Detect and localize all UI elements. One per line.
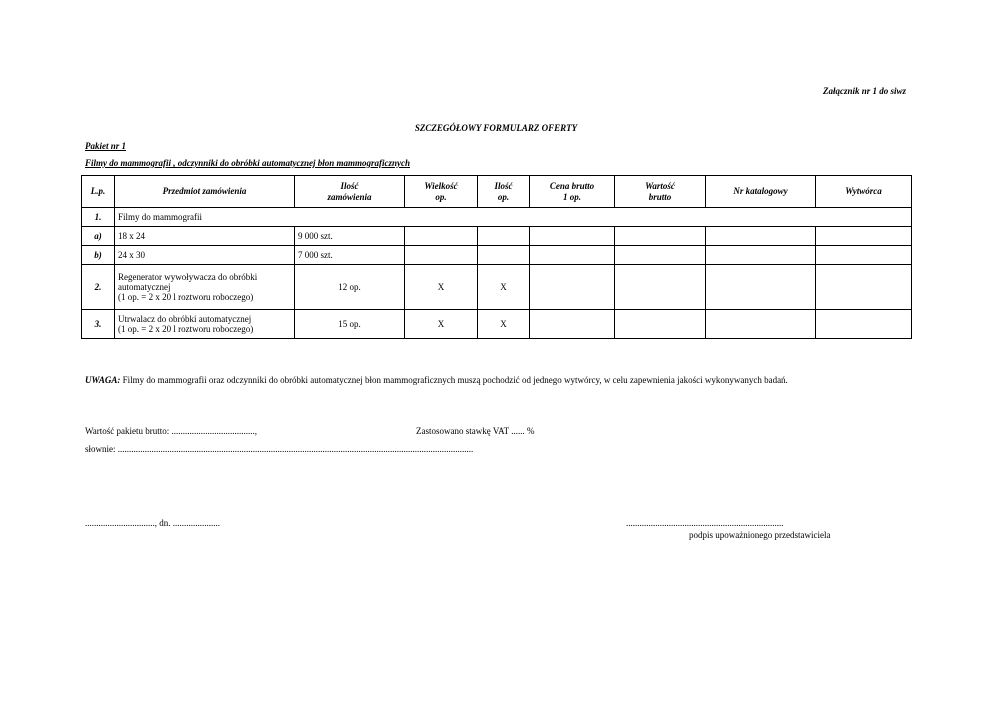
header-subject: Przedmiot zamówienia <box>115 176 295 208</box>
place-date-field[interactable]: ..............................., dn. ..................... <box>85 518 220 528</box>
table-group-row <box>82 208 912 227</box>
group-subject: Filmy do mammografii <box>115 208 912 227</box>
row-producer[interactable] <box>816 265 912 310</box>
row-package-count: X <box>478 265 530 310</box>
row-unit-price[interactable] <box>530 246 615 265</box>
row-quantity: 9 000 szt. <box>295 227 405 246</box>
row-quantity: 12 op. <box>295 265 405 310</box>
header-package-size-line1: Wielkość <box>424 180 458 191</box>
row-package-size <box>405 227 478 246</box>
row-lp: b) <box>82 246 115 265</box>
header-gross-value-line1: Wartość <box>645 180 675 191</box>
signature-line[interactable]: ...................................................................... <box>626 518 784 528</box>
row-subject <box>115 310 295 339</box>
row-package-count <box>478 246 530 265</box>
group-lp: 1. <box>82 208 115 227</box>
header-package-count <box>478 176 530 208</box>
row-subject-line2: (1 op. = 2 x 20 l roztworu roboczego) <box>118 324 254 334</box>
row-catalog-number[interactable] <box>706 246 816 265</box>
row-package-count <box>478 227 530 246</box>
row-gross-value[interactable] <box>615 265 706 310</box>
table-row <box>82 227 912 246</box>
row-subject <box>115 265 295 310</box>
row-subject: 24 x 30 <box>115 246 295 265</box>
header-unit-price-line2: 1 op. <box>563 191 581 202</box>
row-catalog-number[interactable] <box>706 227 816 246</box>
header-quantity-line1: Ilość <box>340 180 359 191</box>
row-package-size: X <box>405 265 478 310</box>
header-package-count-line2: op. <box>497 191 510 202</box>
row-quantity: 15 op. <box>295 310 405 339</box>
header-quantity-line2: zamówienia <box>327 191 372 202</box>
table-row <box>82 310 912 339</box>
row-subject-line1: Utrwalacz do obróbki automatycznej <box>118 314 252 324</box>
header-catalog-number: Nr katalogowy <box>706 176 816 208</box>
note-label: UWAGA: <box>85 375 121 385</box>
header-package-size-line2: op. <box>435 191 447 202</box>
form-title: SZCZEGÓŁOWY FORMULARZ OFERTY <box>414 123 578 133</box>
row-gross-value[interactable] <box>615 227 706 246</box>
row-package-size <box>405 246 478 265</box>
annex-reference: Załącznik nr 1 do siwz <box>822 86 906 96</box>
amount-in-words-field[interactable]: słownie: .............................................................................................................................................................. <box>85 444 474 454</box>
row-catalog-number[interactable] <box>706 310 816 339</box>
header-lp: L.p. <box>82 176 115 208</box>
table-row <box>82 265 912 310</box>
header-package-size <box>405 176 478 208</box>
row-lp: 2. <box>82 265 115 310</box>
note-text: Filmy do mammografii oraz odczynniki do obróbki automatycznej błon mammograficznych muszą pochodzić od jednego wytwórcy, w celu zapewnienia jakości wykonywanych badań. <box>120 375 788 385</box>
package-gross-value-field[interactable]: Wartość pakietu brutto: ....................................., <box>85 426 258 436</box>
row-unit-price[interactable] <box>530 227 615 246</box>
package-subtitle: Filmy do mammografii , odczynniki do obróbki automatycznej błon mammograficznych <box>85 158 411 168</box>
row-package-count: X <box>478 310 530 339</box>
row-package-size: X <box>405 310 478 339</box>
row-gross-value[interactable] <box>615 310 706 339</box>
header-producer: Wytwórca <box>816 176 912 208</box>
row-unit-price[interactable] <box>530 310 615 339</box>
note-paragraph <box>85 371 909 389</box>
row-subject-line1: Regenerator wywoływacza do obróbki <box>118 272 258 282</box>
header-gross-value-line2: brutto <box>648 191 672 202</box>
header-unit-price-line1: Cena brutto <box>549 180 595 191</box>
row-producer[interactable] <box>816 310 912 339</box>
header-quantity <box>295 176 405 208</box>
row-lp: 3. <box>82 310 115 339</box>
header-unit-price <box>530 176 615 208</box>
row-catalog-number[interactable] <box>706 265 816 310</box>
header-gross-value <box>615 176 706 208</box>
row-producer[interactable] <box>816 227 912 246</box>
row-gross-value[interactable] <box>615 246 706 265</box>
table-header-row <box>82 176 912 208</box>
row-producer[interactable] <box>816 246 912 265</box>
row-subject-line3: (1 op. = 2 x 20 l roztworu roboczego) <box>118 292 254 302</box>
row-subject: 18 x 24 <box>115 227 295 246</box>
row-lp: a) <box>82 227 115 246</box>
header-package-count-line1: Ilość <box>494 180 513 191</box>
signature-label: podpis upoważnionego przedstawiciela <box>689 530 831 540</box>
offer-table <box>81 175 912 339</box>
vat-rate-field[interactable]: Zastosowano stawkę VAT ...... % <box>416 426 535 436</box>
row-quantity: 7 000 szt. <box>295 246 405 265</box>
package-number: Pakiet nr 1 <box>85 141 127 151</box>
table-row <box>82 246 912 265</box>
row-subject-line2: automatycznej <box>118 282 171 292</box>
row-unit-price[interactable] <box>530 265 615 310</box>
